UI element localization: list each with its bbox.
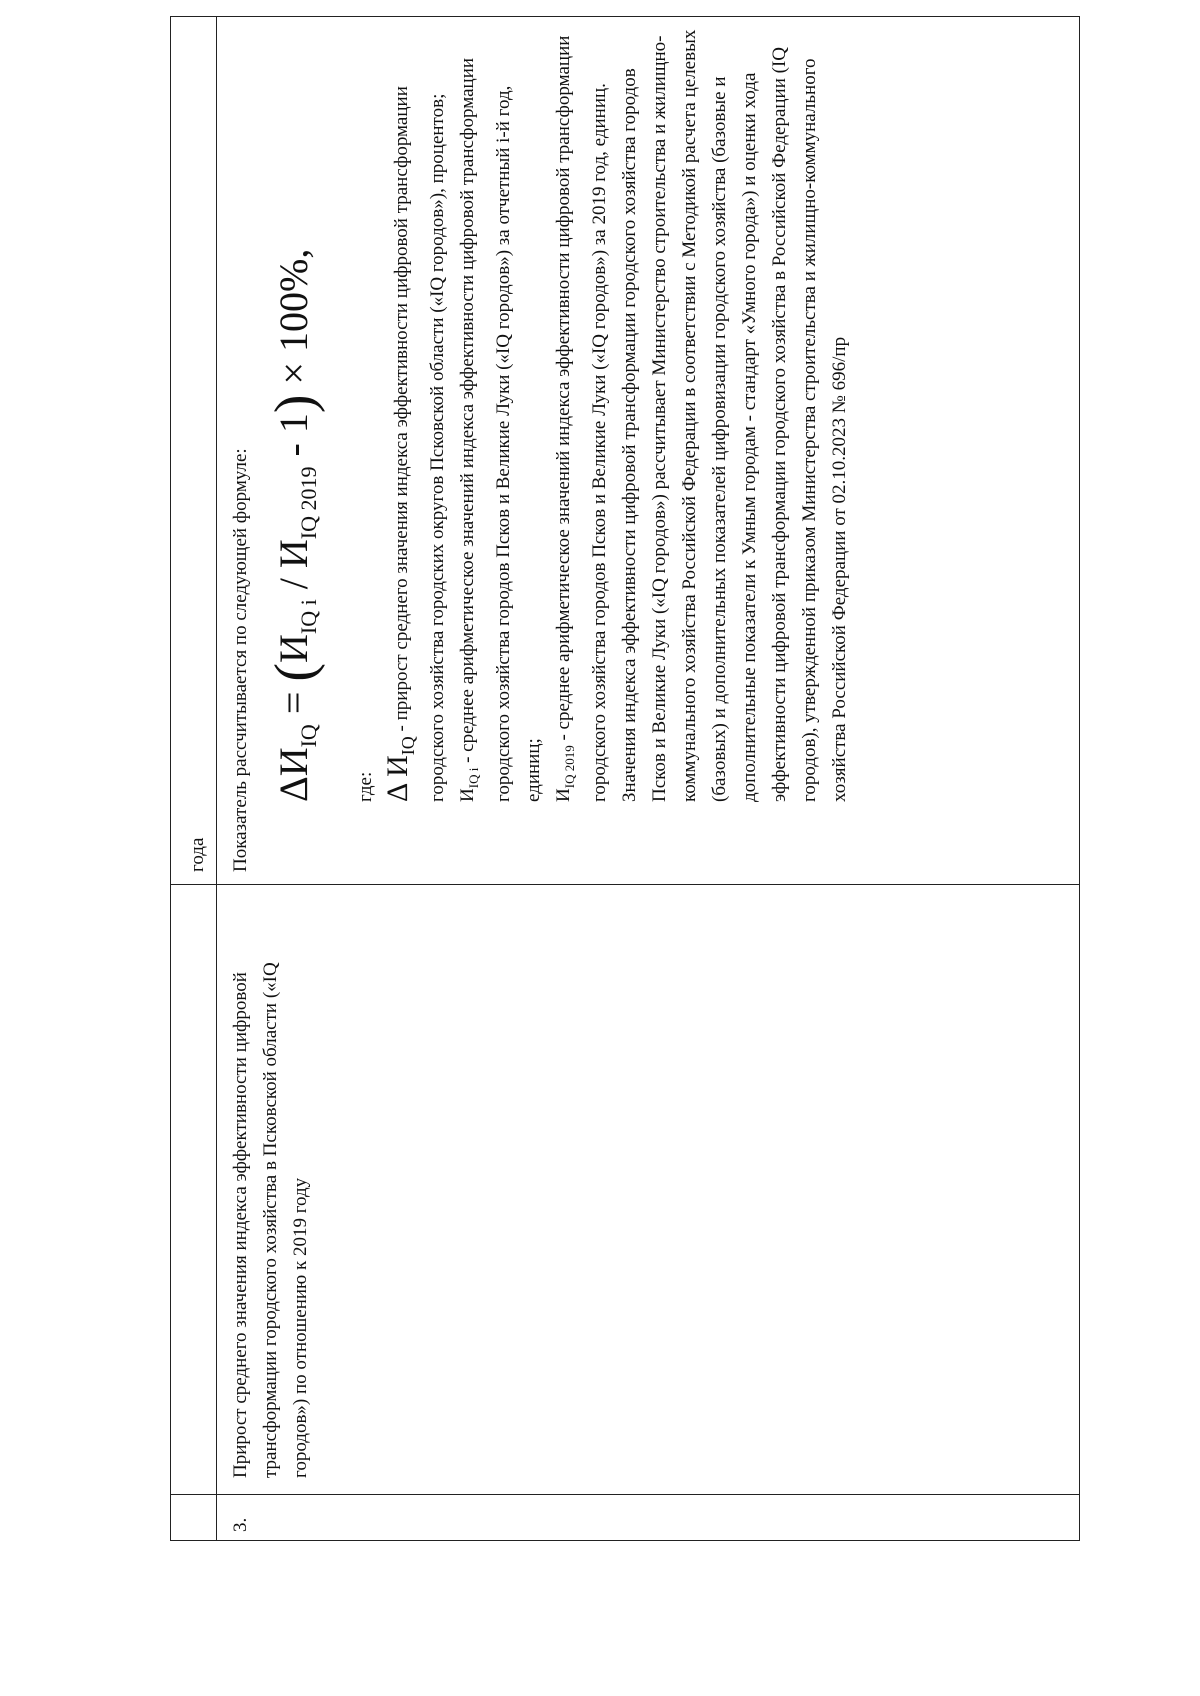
formula-minus-one: - 1 [271, 413, 316, 467]
calculation-method [226, 22, 855, 872]
row-divider [216, 17, 217, 1540]
formula-intro: Показатель рассчитывается по следующей формуле: [230, 448, 251, 872]
indicator-description: Прирост среднего значения индекса эффективности цифровой трансформации городского хозяйства в Псковской области («IQ городов») по отношению к 2019 году [230, 962, 311, 1478]
formula-denominator-sub: IQ 2019 [296, 466, 321, 540]
row-number: 3. [230, 1517, 251, 1532]
column-divider [171, 1494, 1079, 1495]
column-divider [171, 884, 1079, 885]
definition-delta: Δ $И_{IQ}$ - прирост среднего значения индекса эффективности цифровой трансформации городского хозяйства городских округов Псковской области («IQ городов»), процентов; [381, 86, 448, 802]
formula-slash: / [271, 568, 316, 600]
indicator-table [170, 16, 1080, 1541]
formula-open-paren: ( [264, 662, 326, 682]
formula-numerator: И [271, 634, 316, 663]
header-unit-cell: года [187, 837, 208, 872]
formula-lhs: ΔИ [271, 747, 316, 802]
definitions [383, 22, 855, 802]
formula-lhs-sub: IQ [296, 724, 321, 748]
formula-numerator-sub: IQ i [296, 599, 321, 635]
formula [262, 22, 341, 802]
definition-iq-2019: $И_{IQ 2019}$ - среднее арифметическое значений индекса эффективности цифровой трансформации городского хозяйства городов Псков и Великие Луки («IQ городов») за 2019 год, единиц. [552, 35, 610, 802]
definition-iq-i: $И_{IQ i}$ - среднее арифметическое значений индекса эффективности цифровой трансформации городского хозяйства городов Псков и Великие Луки («IQ городов») за отчетный i-й год, единиц; [457, 57, 544, 802]
definition-delta-symbol: Δ $И_{IQ}$ [381, 736, 418, 802]
formula-tail: × 100%, [271, 248, 316, 395]
formula-equals: = [271, 681, 316, 715]
formula-denominator: И [271, 539, 316, 569]
formula-close-paren: ) [264, 394, 326, 414]
where-label: где: [355, 771, 376, 802]
data-source-note: Значения индекса эффективности цифровой трансформации городского хозяйства городов Псков и Великие Луки («IQ городов») рассчитывает Министерство строительства и жилищно-коммунального хозяйства Российской Федерации в соответствии с Методикой расчета целевых (базовых) и дополнительных показателей цифровизации городского хозяйства (базовые и дополнительные показатели к Умным городам - стандарт «Умного города») и оценки хода эффективности цифровой трансформации городского хозяйства в Российской Федерации (IQ городов), утвержденной приказом Министерства строительства и жилищно-коммунального хозяйства Российской Федерации от 02.10.2023 № 696/пр [618, 29, 850, 802]
